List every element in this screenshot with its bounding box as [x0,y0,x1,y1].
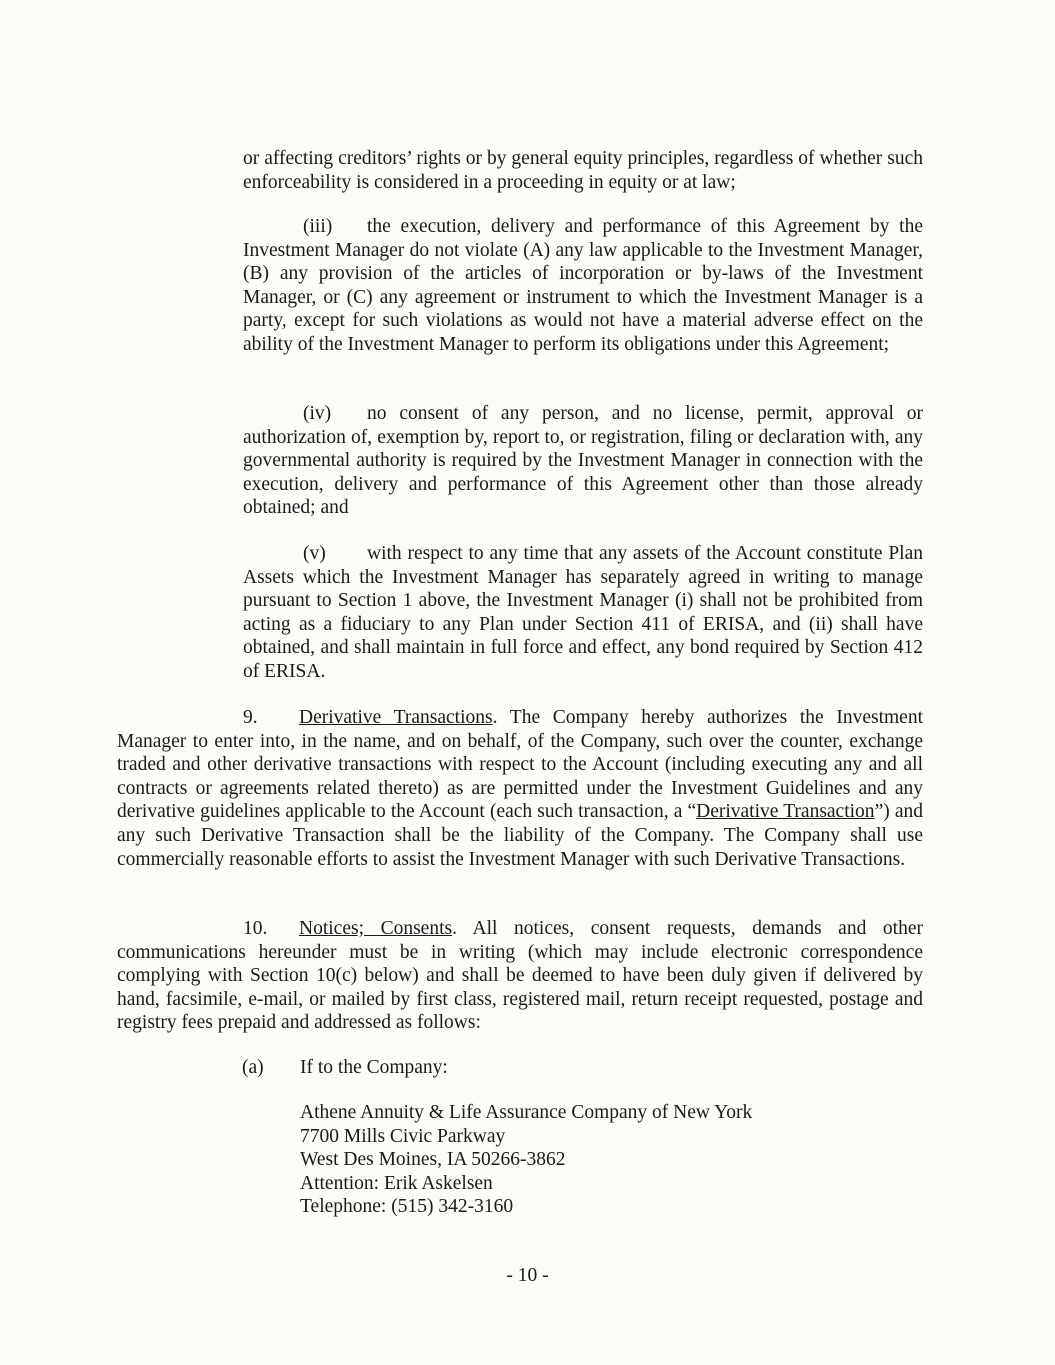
sub-a-label: (a) [242,1057,264,1078]
clause-iv-text: no consent of any person, and no license, permit, approval or authorization of, exemption by, report to, or registration, filing or declaration with, any governmental authority is required by the Investment Manager in connection with the execution, delivery and performance of this Agreement other than those already obtained; and [243,403,923,519]
section-10-text: . All notices, consent requests, demands and other communications hereunder must be in writing (which may include electronic correspondence complying with Section 10(c) below) and shall be deemed to have been duly given if delivered by hand, facsimile, e-mail, or mailed by first class, registered mail, return receipt requested, postage and registry fees prepaid and addressed as follows: [117,918,923,1034]
section-9-text-before: . The Company hereby authorizes the Investment Manager to enter into, in the name, and on behalf, of the Company, such over the counter, exchange traded and other derivative transactions with respect to the Account (including executing any and all contracts or agreements related thereto) as are permitted under the Investment Guidelines and any derivative guidelines applicable to the Account (each such transaction, a “ [117,707,923,823]
clause-v-label: (v) [303,543,326,564]
address-city-state-zip: West Des Moines, IA 50266-3862 [300,1149,566,1171]
derivative-transaction-term: Derivative Transaction [696,801,875,823]
clause-iii-text: the execution, delivery and performance of this Agreement by the Investment Manager do not violate (A) any law applicable to the Investment Manager, (B) any provision of the articles of incorporation or by-laws of the Investment Manager, or (C) any agreement or instrument to which the Investment Manager is a party, except for such violations as would not have a material adverse effect on the ability of the Investment Manager to perform its obligations under this Agreement; [243,216,923,355]
address-company-name: Athene Annuity & Life Assurance Company of New York [300,1102,753,1123]
address-attention: Attention: Erik Askelsen [300,1172,493,1194]
section-9-heading: Derivative Transactions [299,707,493,728]
address-street: 7700 Mills Civic Parkway [300,1125,506,1147]
clause-iii-label: (iii) [303,216,333,237]
company-address-block [300,1101,752,1219]
section-9-number: 9. [243,707,258,728]
section-9-text-after: ”) and any such Derivative Transaction shall be the liability of the Company. The Company shall use commercially reasonable efforts to assist the Investment Manager with such Derivative Transactions. [117,801,923,870]
clause-v [243,542,923,684]
continuation-paragraph: or affecting creditors’ rights or by general equity principles, regardless of whether such enforceability is considered in a proceeding in equity or at law; [243,148,923,193]
clause-iv [243,402,923,520]
section-9-paragraph [117,706,923,871]
clause-iii [243,215,923,357]
address-telephone: Telephone: (515) 342-3160 [300,1196,514,1218]
clause-iv-label: (iv) [303,403,332,424]
section-10-heading: Notices; Consents [299,918,453,939]
section-10-paragraph [117,917,923,1035]
page-number: - 10 - [506,1265,549,1286]
sub-a-text: If to the Company: [300,1057,448,1078]
clause-v-text: with respect to any time that any assets of the Account constitute Plan Assets which the Investment Manager has separately agreed in writing to manage pursuant to Section 1 above, the Investment Manager (i) shall not be prohibited from acting as a fiduciary to any Plan under Section 411 of ERISA, and (ii) shall have obtained, and shall maintain in full force and effect, any bond required by Section 412 of ERISA. [243,543,923,682]
section-10-number: 10. [243,918,268,939]
